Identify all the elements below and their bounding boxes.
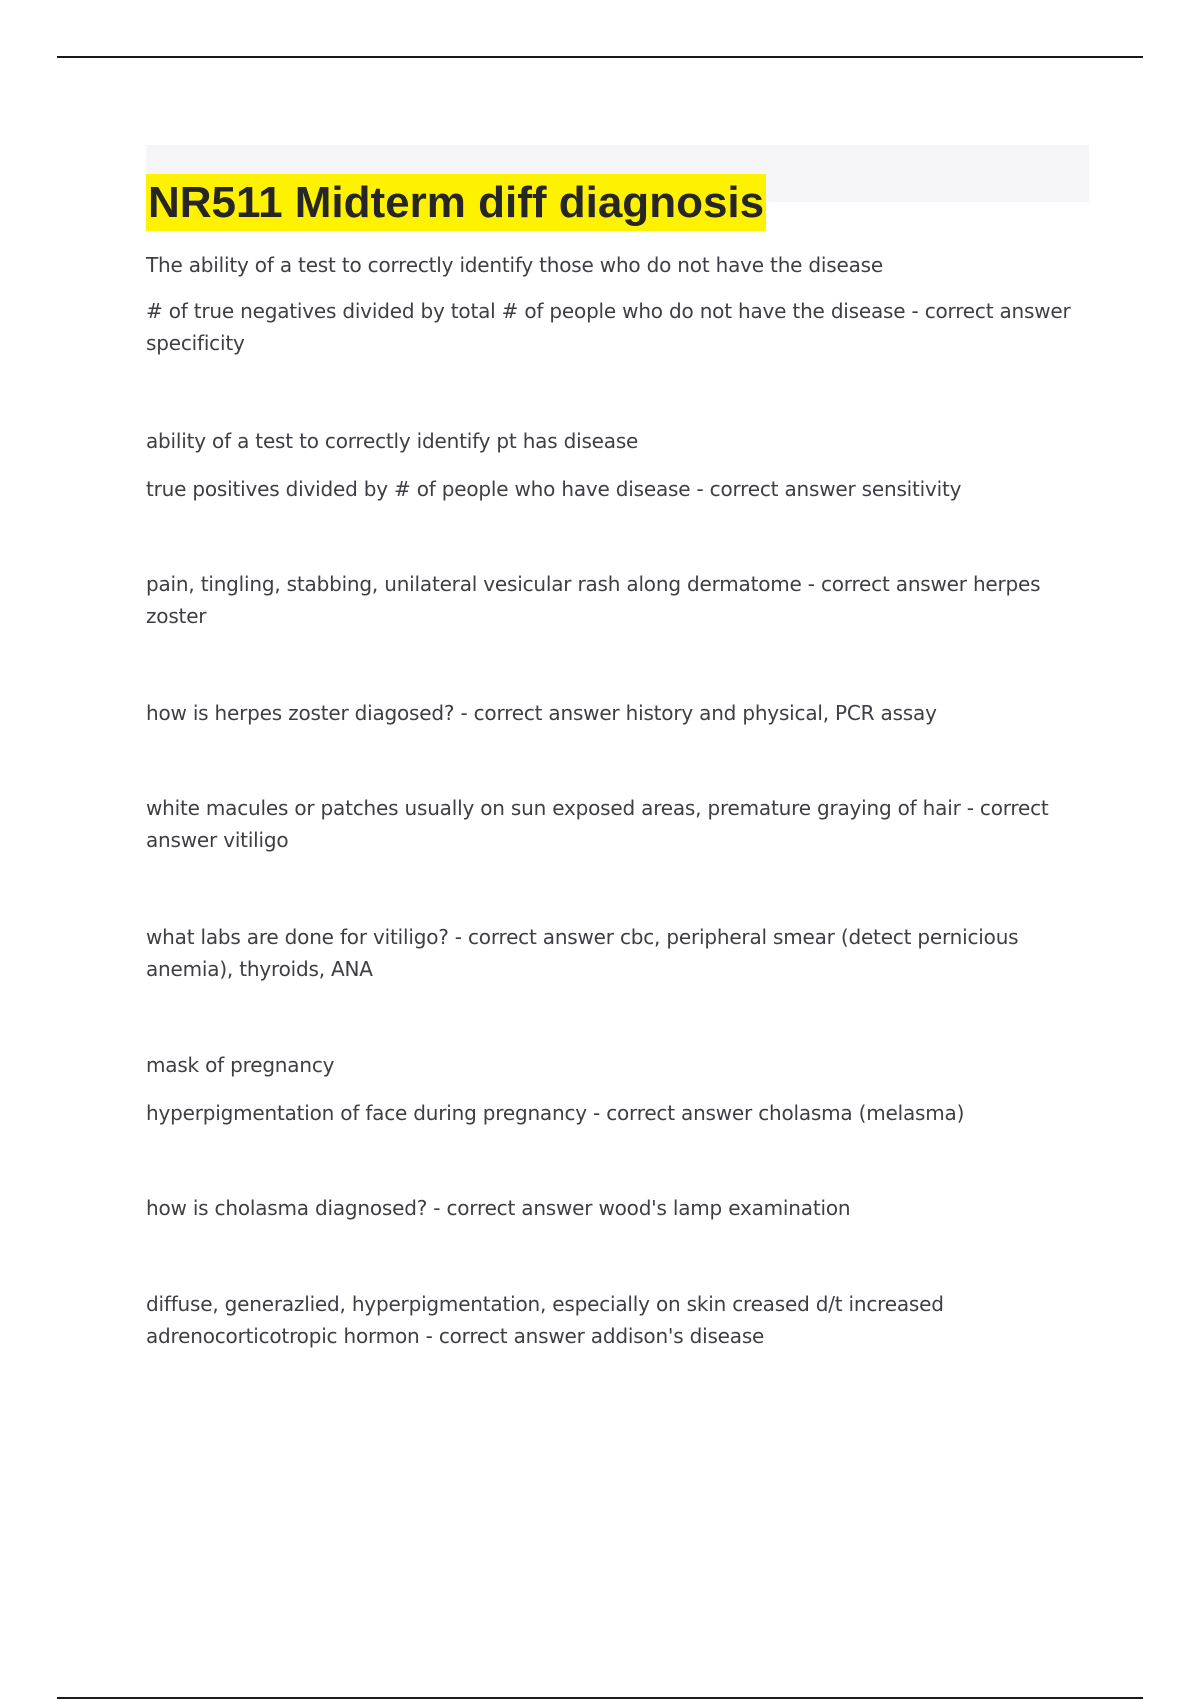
paragraph-vitiligo-labs: what labs are done for vitiligo? - correct answer cbc, peripheral smear (detect pernicious anemia), thyroids, ANA: [146, 925, 1019, 981]
bottom-rule: [57, 1697, 1143, 1699]
top-rule: [57, 56, 1143, 58]
paragraph-specificity-definition: The ability of a test to correctly identify those who do not have the disease: [146, 253, 883, 277]
paragraph-herpes-zoster: pain, tingling, stabbing, unilateral vesicular rash along dermatome - correct answer herpes zoster: [146, 572, 1041, 628]
paragraph-sensitivity-answer: true positives divided by # of people who have disease - correct answer sensitivity: [146, 477, 962, 501]
paragraph-vitiligo: white macules or patches usually on sun exposed areas, premature graying of hair - correct answer vitiligo: [146, 796, 1049, 852]
paragraph-cholasma-diagnosis: how is cholasma diagnosed? - correct answer wood's lamp examination: [146, 1196, 851, 1220]
paragraph-mask-of-pregnancy: mask of pregnancy: [146, 1053, 335, 1077]
paragraph-herpes-zoster-diagnosis: how is herpes zoster diagosed? - correct answer history and physical, PCR assay: [146, 701, 937, 725]
paragraph-specificity-answer: # of true negatives divided by total # of people who do not have the disease - correct answer specificity: [146, 299, 1071, 355]
paragraph-sensitivity-definition: ability of a test to correctly identify pt has disease: [146, 429, 639, 453]
paragraph-addisons-disease: diffuse, generazlied, hyperpigmentation, especially on skin creased d/t increased adrenocorticotropic hormon - correct answer addison's disease: [146, 1292, 944, 1348]
document-title: NR511 Midterm diff diagnosis: [146, 174, 766, 231]
paragraph-cholasma: hyperpigmentation of face during pregnancy - correct answer cholasma (melasma): [146, 1101, 965, 1125]
